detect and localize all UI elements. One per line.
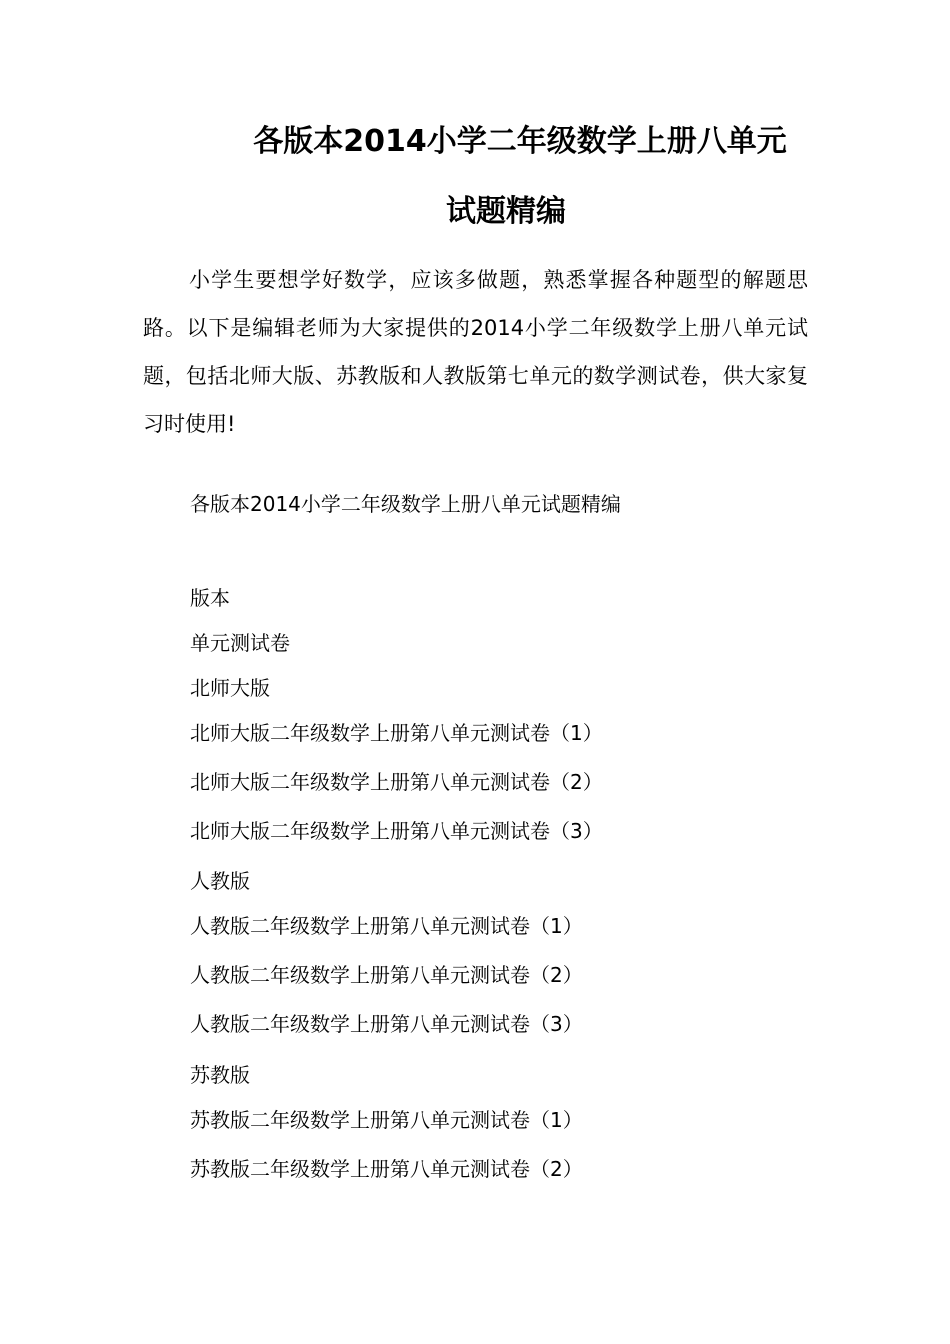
section-renjiao: 人教版 (190, 869, 250, 893)
table-header-version: 版本 (190, 586, 230, 610)
test-link-sujiao-1[interactable]: 苏教版二年级数学上册第八单元测试卷（1） (190, 1108, 583, 1132)
test-link-renjiao-2[interactable]: 人教版二年级数学上册第八单元测试卷（2） (190, 963, 583, 987)
section-sujiao: 苏教版 (190, 1063, 250, 1087)
test-link-sujiao-2[interactable]: 苏教版二年级数学上册第八单元测试卷（2） (190, 1157, 583, 1181)
document-title-line-2: 试题精编 (446, 194, 566, 229)
test-link-renjiao-1[interactable]: 人教版二年级数学上册第八单元测试卷（1） (190, 914, 583, 938)
document-title-line-1: 各版本2014小学二年级数学上册八单元 (253, 124, 787, 159)
test-link-beishida-1[interactable]: 北师大版二年级数学上册第八单元测试卷（1） (190, 721, 603, 745)
test-link-beishida-2[interactable]: 北师大版二年级数学上册第八单元测试卷（2） (190, 770, 603, 794)
section-beishida: 北师大版 (190, 676, 270, 700)
test-link-beishida-3[interactable]: 北师大版二年级数学上册第八单元测试卷（3） (190, 819, 603, 843)
table-title: 各版本2014小学二年级数学上册八单元试题精编 (190, 492, 621, 516)
test-link-renjiao-3[interactable]: 人教版二年级数学上册第八单元测试卷（3） (190, 1012, 583, 1036)
table-header-tests: 单元测试卷 (190, 631, 290, 655)
intro-paragraph: 小学生要想学好数学，应该多做题，熟悉掌握各种题型的解题思路。以下是编辑老师为大家提供的2014小学二年级数学上册八单元试题，包括北师大版、苏教版和人教版第七单元的数学测试卷，供大家复习时使用! (143, 268, 808, 436)
